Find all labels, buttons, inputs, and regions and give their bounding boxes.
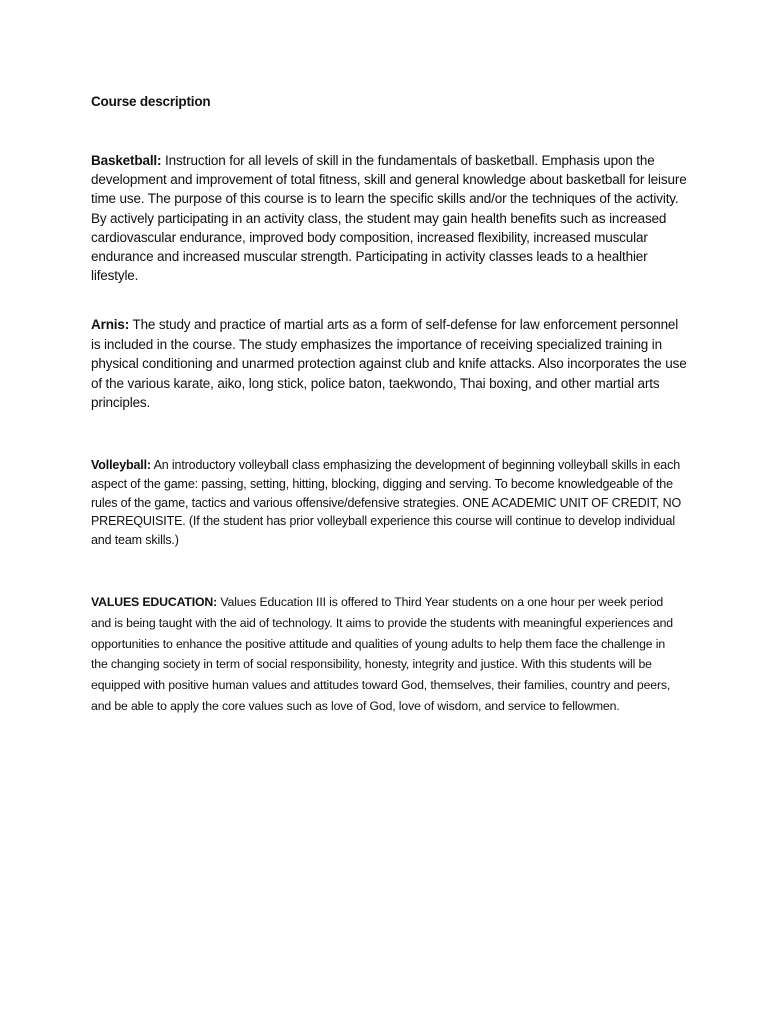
arnis-term: Arnis: <box>91 317 130 332</box>
volleyball-description <box>91 456 691 550</box>
basketball-text: Instruction for all levels of skill in the fundamentals of basketball. Emphasis upon the development and improvement of total fitness, skill and general knowledge about basketball for leisure time use. The purpose of this course is to learn the specific skills and/or the techniques of the activity. By actively participating in an activity class, the student may gain health benefits such as increased cardiovascular endurance, improved body composition, increased flexibility, increased muscular endurance and increased muscular strength. Participating in activity classes leads to a healthier lifestyle. <box>91 153 687 284</box>
values-education-description <box>91 592 681 717</box>
document-heading: Course description <box>91 94 211 109</box>
values-education-text: Values Education III is offered to Third Year students on a one hour per week period and is being taught with the aid of technology. It aims to provide the students with meaningful experiences and opportunities to enhance the positive attitude and qualities of young adults to help them face the challenge in the changing society in term of social responsibility, honesty, integrity and justice. With this students will be equipped with positive human values and attitudes toward God, themselves, their families, country and peers, and be able to apply the core values such as love of God, love of wisdom, and service to fellowmen. <box>91 595 673 713</box>
arnis-text: The study and practice of martial arts as a form of self-defense for law enforcement personnel is included in the course. The study emphasizes the importance of receiving specialized training in physical conditioning and unarmed protection against club and knife attacks. Also incorporates the use of the various karate, aiko, long stick, police baton, taekwondo, Thai boxing, and other martial arts principles. <box>91 317 687 410</box>
volleyball-text: An introductory volleyball class emphasizing the development of beginning volleyball skills in each aspect of the game: passing, setting, hitting, blocking, digging and serving. To become knowledgeable of the rules of the game, tactics and various offensive/defensive strategies. ONE ACADEMIC UNIT OF CREDIT, NO PREREQUISITE. (If the student has prior volleyball experience this course will continue to develop individual and team skills.) <box>91 458 682 548</box>
values-education-term: VALUES EDUCATION: <box>91 595 218 609</box>
basketball-description <box>91 151 691 285</box>
basketball-term: Basketball: <box>91 153 162 168</box>
arnis-description <box>91 315 691 413</box>
volleyball-term: Volleyball: <box>91 458 151 472</box>
